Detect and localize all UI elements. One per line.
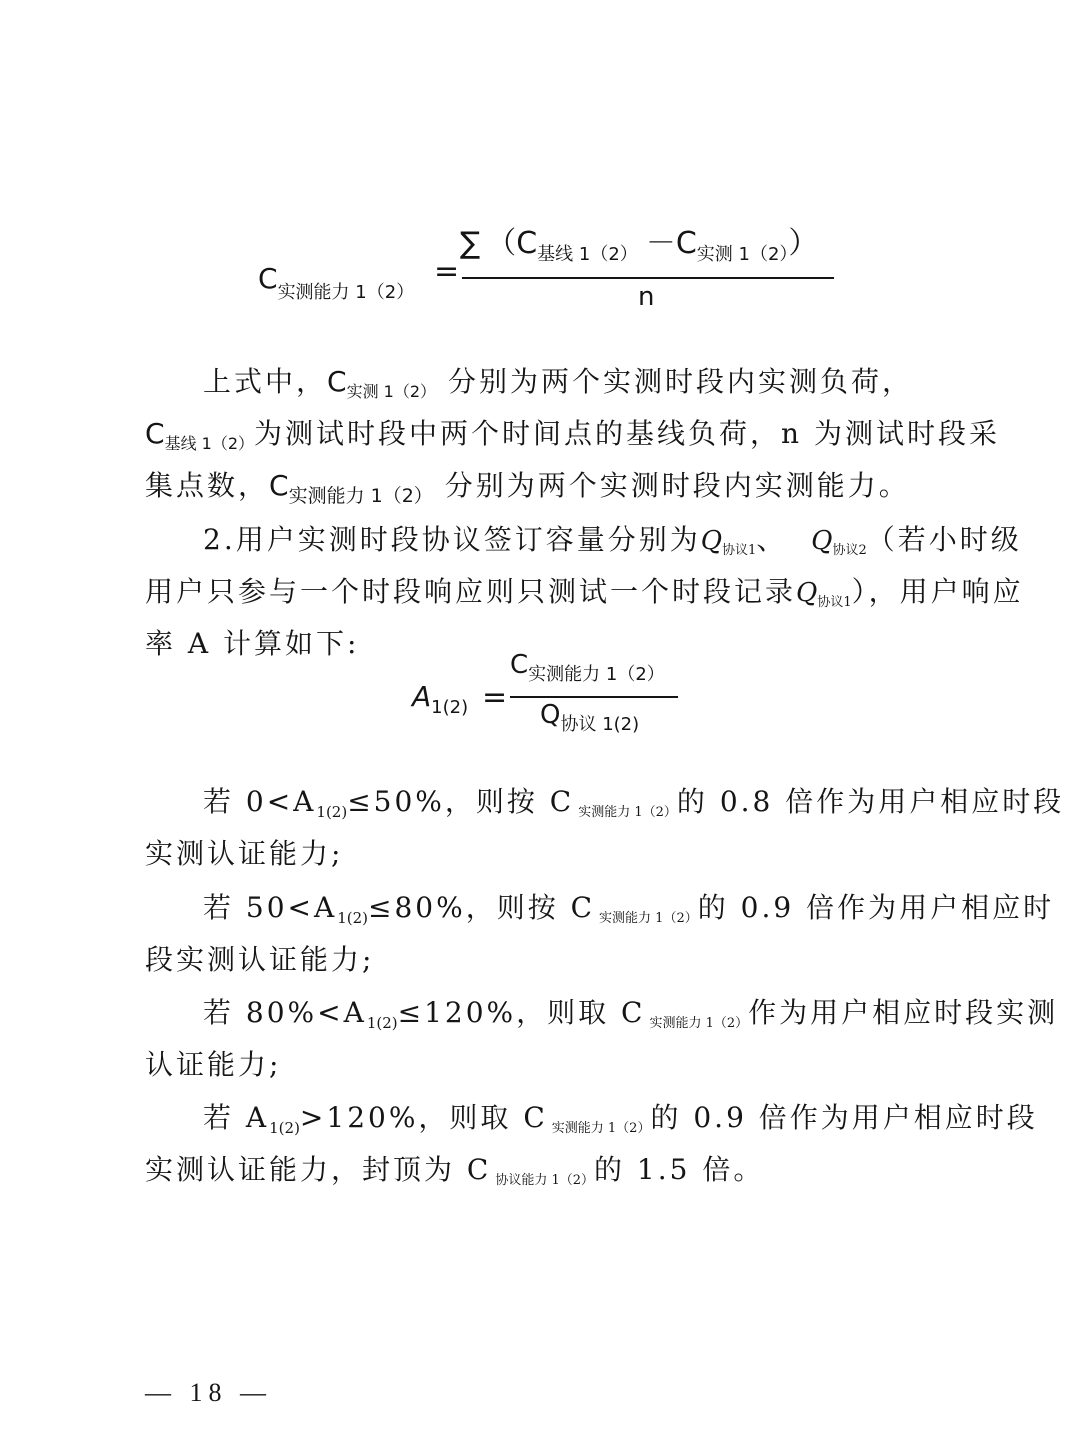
formula1-fraction-bar bbox=[462, 277, 834, 279]
para2-line2: 用户只参与一个时段响应则只测试一个时段记录$Q_{协议1}$），用户响应 bbox=[145, 575, 1024, 610]
para2-line3: 率 A 计算如下: bbox=[145, 627, 360, 660]
para1-line2: $C_{基线 1(2)}$为测试时段中两个时间点的基线负荷，n 为测试时段采 bbox=[145, 417, 1000, 454]
rule-4-line2: 实测认证能力，封顶为 C $_{协议能力 1(2)}$的 1.5 倍。 bbox=[145, 1153, 765, 1188]
para1-line3: 集点数，$C_{实测能力 1(2)}$ 分别为两个实测时段内实测能力。 bbox=[145, 469, 910, 508]
formula1-equals: = bbox=[434, 254, 460, 289]
rule-2-line1: 若 $50<A_{1(2)}\le 80\%$，则按 C $_{实测能力 1(2)}$的 0.9 倍作为用户相应时 bbox=[203, 891, 1055, 927]
rule-1-line2: 实测认证能力; bbox=[145, 837, 344, 870]
formula1-lhs: $C_{实测能力 1(2)}$ bbox=[258, 262, 415, 303]
rule-3-line1: 若 $80\%<A_{1(2)}\le 120\%$，则取 C $_{实测能力 1(2)}$作为用户相应时段实测 bbox=[203, 996, 1059, 1032]
rule-2-line2: 段实测认证能力; bbox=[145, 943, 375, 976]
rule-1-line1: 若 $0<A_{1(2)}\le 50\%$，则按 C $_{实测能力 1(2)}$的 0.8 倍作为用户相应时段 bbox=[203, 785, 1065, 821]
formula1-numerator: ∑ $(C_{基线 1(2)} -C_{实测 1(2)})$ bbox=[460, 226, 819, 265]
formula1-denominator: n bbox=[638, 282, 655, 312]
para2-line1: 2.用户实测时段协议签订容量分别为$Q_{协议1}$、 $Q_{协议2}$（若小时级 bbox=[203, 523, 1022, 558]
formula2-lhs: $A_{1(2)}$ bbox=[412, 680, 469, 718]
page-number: — 18 — bbox=[145, 1378, 272, 1407]
rule-3-line2: 认证能力; bbox=[145, 1048, 282, 1081]
formula2-equals: = bbox=[482, 680, 508, 715]
rule-4-line1: 若 $A_{1(2)}>120\%$，则取 C $_{实测能力 1(2)}$的 0.9 倍作为用户相应时段 bbox=[203, 1101, 1038, 1137]
formula2-denominator: $Q_{协议 1(2)}$ bbox=[540, 700, 640, 735]
para1-line1: 上式中，$C_{实测 1(2)}$ 分别为两个实测时段内实测负荷， bbox=[203, 365, 913, 402]
formula2-fraction-bar bbox=[510, 696, 678, 698]
formula2-numerator: $C_{实测能力 1(2)}$ bbox=[510, 650, 665, 685]
